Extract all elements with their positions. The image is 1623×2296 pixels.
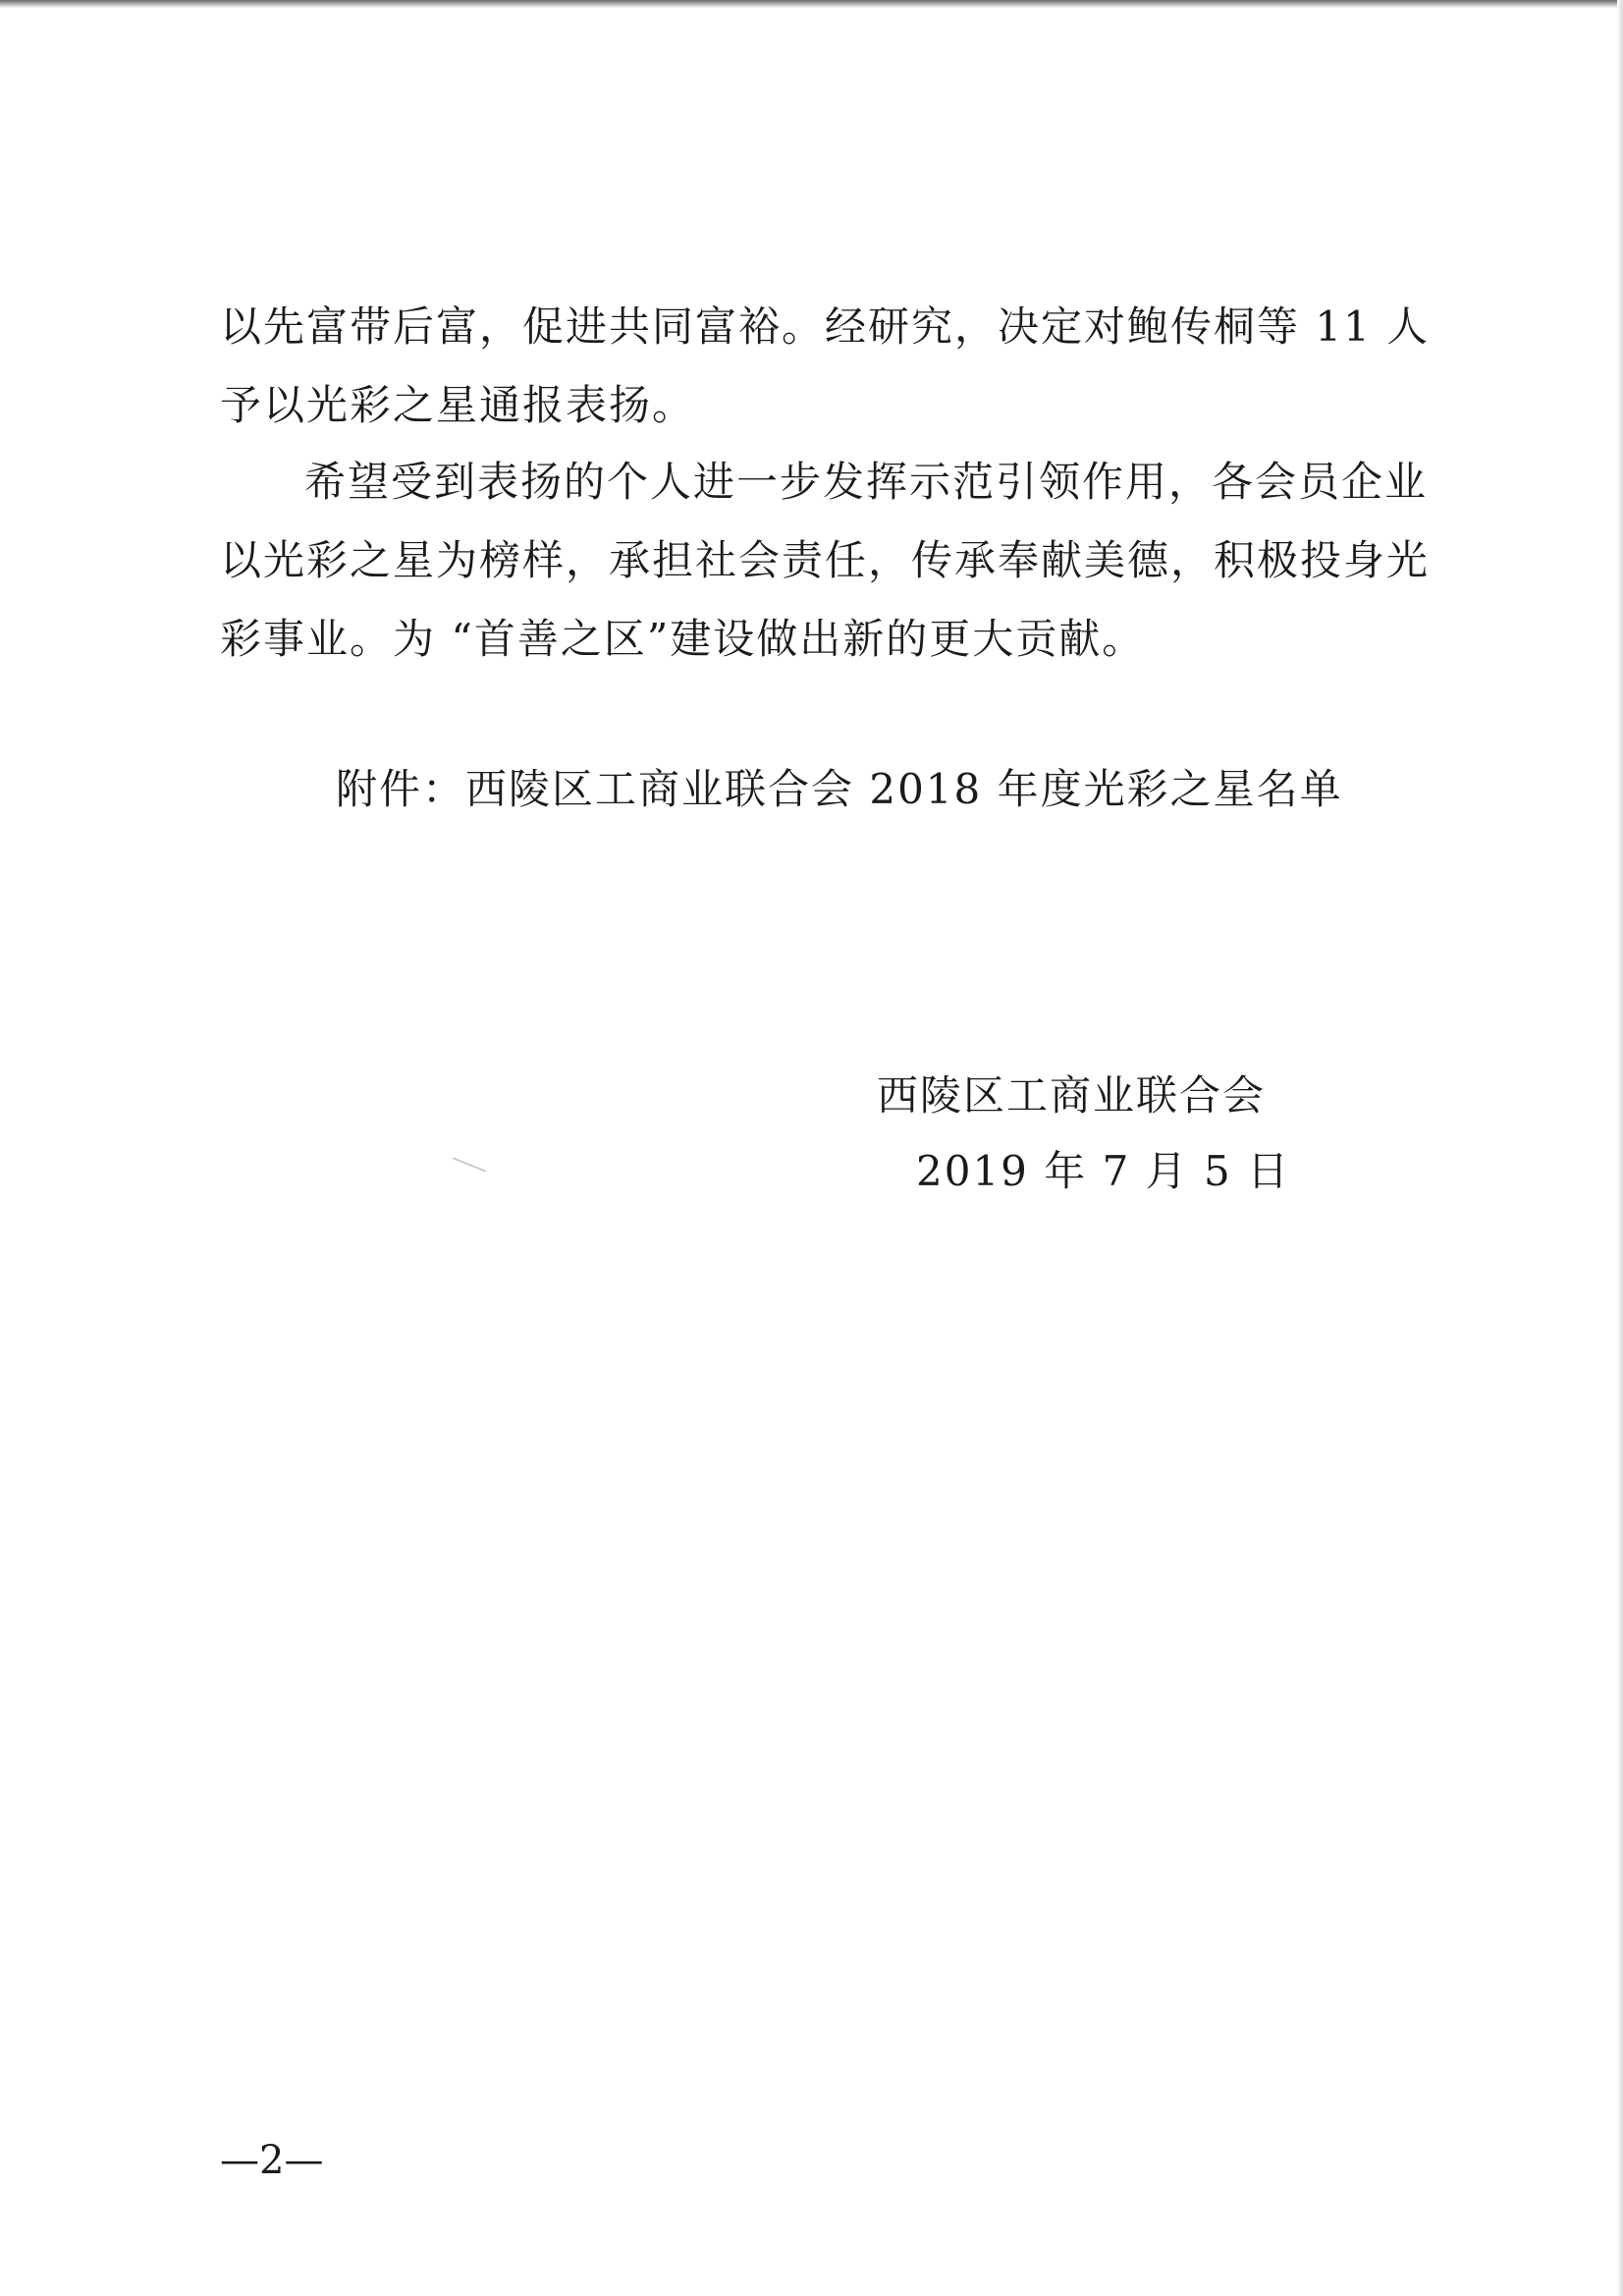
attachment-line: 附件：西陵区工商业联合会 2018 年度光彩之星名单 xyxy=(336,765,1343,813)
page-number: —2— xyxy=(220,2138,324,2183)
scan-mark xyxy=(453,1157,486,1172)
paragraph-1-line-2: 予以光彩之星通报表扬。 xyxy=(220,381,696,429)
signature-organization: 西陵区工商业联合会 xyxy=(877,1071,1267,1120)
paragraph-2-line-2: 以光彩之星为榜样，承担社会责任，传承奉献美德，积极投身光 xyxy=(220,536,1431,584)
scan-top-edge xyxy=(0,0,1623,8)
paragraph-1-line-1: 以先富带后富，促进共同富裕。经研究，决定对鲍传桐等 11 人 xyxy=(220,302,1431,351)
paragraph-2-line-1: 希望受到表扬的个人进一步发挥示范引领作用，各会员企业 xyxy=(304,458,1429,506)
signature-date: 2019 年 7 月 5 日 xyxy=(916,1147,1291,1195)
scan-right-edge xyxy=(1617,0,1623,2296)
paragraph-2-line-3: 彩事业。为 “首善之区”建设做出新的更大贡献。 xyxy=(220,615,1146,663)
